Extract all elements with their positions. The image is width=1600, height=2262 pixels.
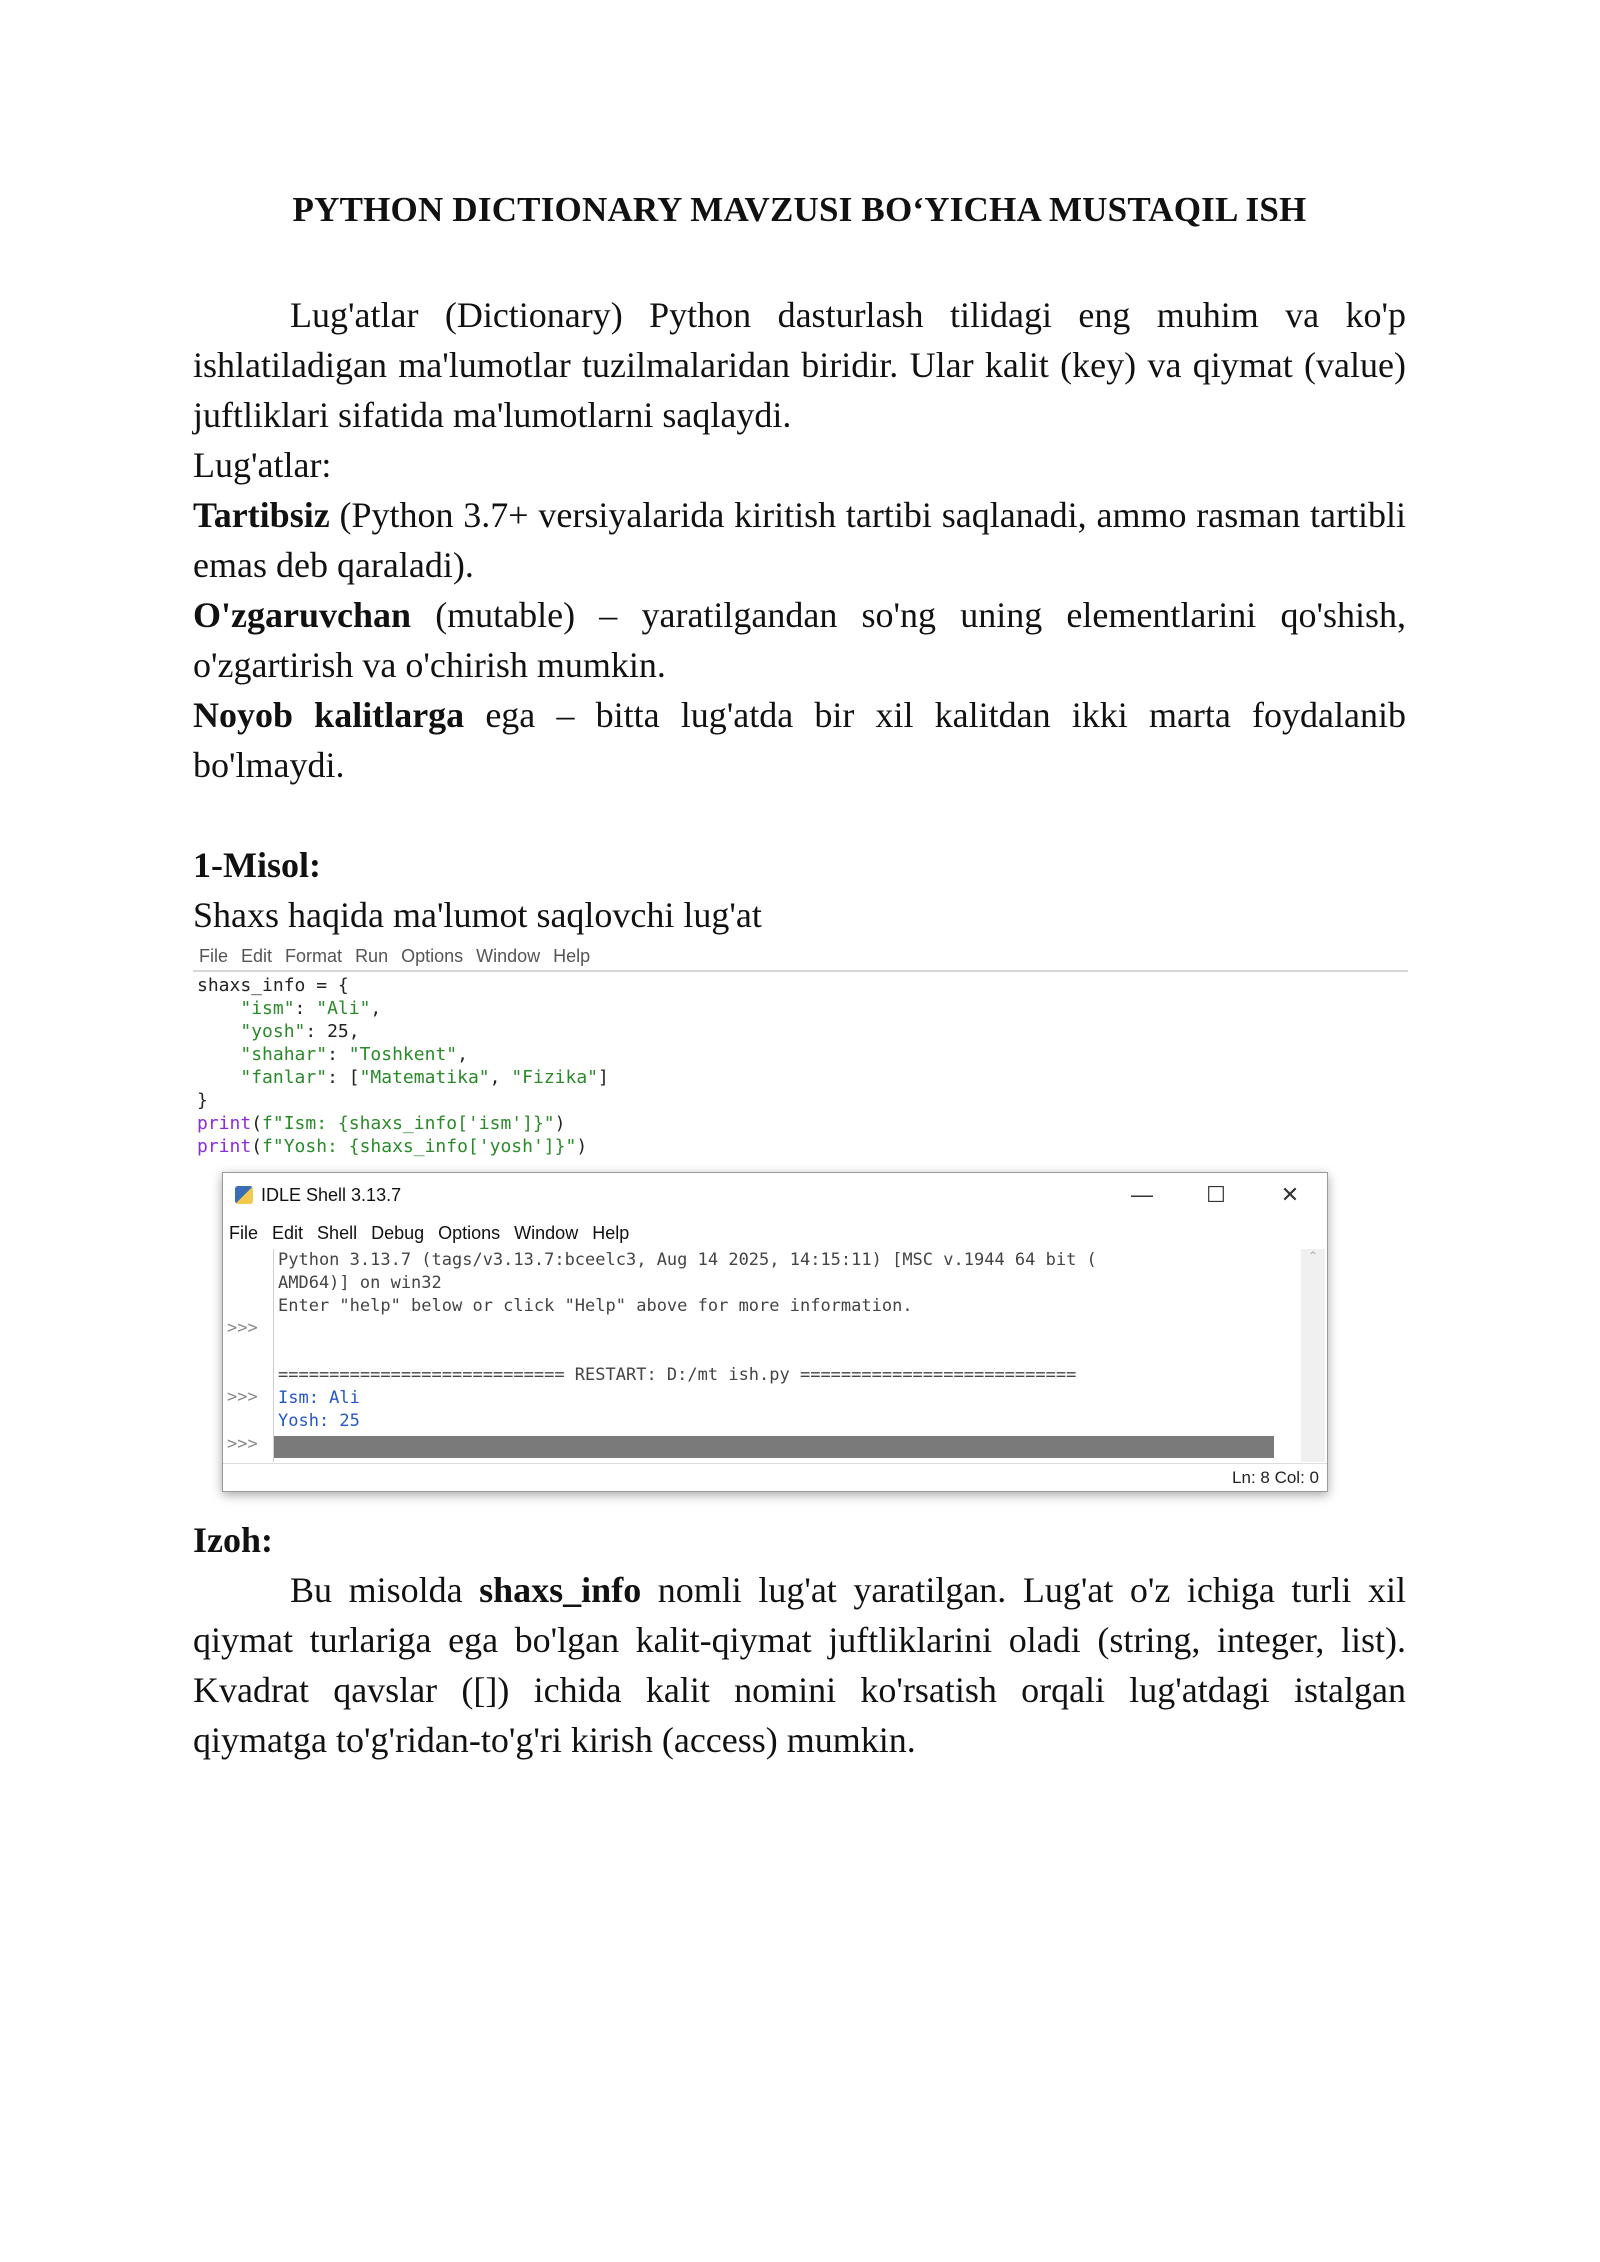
shell-window-title: IDLE Shell 3.13.7 bbox=[261, 1184, 402, 1205]
property-term: O'zgaruvchan bbox=[193, 595, 412, 635]
code-line: shaxs_info = { bbox=[197, 975, 349, 996]
code-key: "yosh" bbox=[240, 1021, 306, 1042]
editor-menu-format[interactable]: Format bbox=[285, 946, 343, 966]
maximize-icon[interactable]: ☐ bbox=[1206, 1182, 1226, 1207]
shell-menu-edit[interactable]: Edit bbox=[272, 1223, 304, 1243]
code-key: "ism" bbox=[240, 998, 295, 1019]
intro-paragraph: Lug'atlar (Dictionary) Python dasturlash tilidagi eng muhim va ko'p ishlatiladigan ma'lumotlar tuzilmalaridan biridir. Ular kalit (key) va qiymat (value) juftliklari sifatida ma'lumotlarni saqlaydi. bbox=[193, 295, 1406, 435]
property-text: (mutable) – yaratilgandan so'ng uning elementlarini qo'shish, o'zgartirish va o'chirish mumkin. bbox=[193, 595, 1406, 685]
shell-prompt: >>> bbox=[227, 1387, 258, 1407]
document-title: PYTHON DICTIONARY MAVZUSI BO‘YICHA MUSTAQIL ISH bbox=[292, 190, 1307, 229]
intro-section bbox=[193, 290, 1406, 940]
restart-line: ============================ RESTART: D:/mt ish.py =========================== bbox=[278, 1365, 1077, 1385]
property-noyob bbox=[193, 690, 1406, 790]
editor-menu-help[interactable]: Help bbox=[553, 946, 591, 966]
minimize-icon[interactable]: — bbox=[1131, 1182, 1153, 1207]
code-editor[interactable]: shaxs_info = { "ism": "Ali", "yosh": 25, "shahar": "Toshkent", "fanlar": ["Matematika", "Fizika"] } print(f"Ism: {shaxs_info['ism']}") print(f"Yosh: {shaxs_info['yosh']}") bbox=[197, 975, 609, 1157]
note-text: nomli lug'at yaratilgan. Lug'at o'z ichiga turli xil qiymat turlariga ega bo'lgan kalit-qiymat juftliklarini oladi (string, integer, list). Kvadrat qavslar ([]) ichida kalit nomini ko'rsatish orqali lug'atdagi istalgan qiymatga to'g'ridan-to'g'ri kirish (access) mumkin. bbox=[193, 1570, 1406, 1760]
note-variable: shaxs_info bbox=[479, 1570, 642, 1610]
shell-menu-file[interactable]: File bbox=[229, 1223, 259, 1243]
code-value: "Matematika" bbox=[359, 1067, 490, 1088]
code-value: "Fizika" bbox=[511, 1067, 599, 1088]
shell-prompt: >>> bbox=[227, 1434, 258, 1454]
shell-output[interactable] bbox=[273, 1249, 1275, 1462]
python-icon bbox=[235, 1186, 253, 1204]
example-caption: Shaxs haqida ma'lumot saqlovchi lug'at bbox=[193, 895, 762, 935]
editor-menu-window[interactable]: Window bbox=[476, 946, 541, 966]
close-icon[interactable]: ✕ bbox=[1280, 1182, 1300, 1207]
editor-menu-options[interactable]: Options bbox=[401, 946, 464, 966]
code-value: "Toshkent" bbox=[348, 1044, 458, 1065]
prompt-gutter bbox=[223, 1249, 269, 1462]
note-text: Bu misolda bbox=[290, 1570, 480, 1610]
property-term: Noyob kalitlarga bbox=[193, 695, 465, 735]
shell-statusbar: Ln: 8 Col: 0 bbox=[223, 1463, 1327, 1491]
shell-menu-help[interactable]: Help bbox=[592, 1223, 630, 1243]
editor-menubar bbox=[193, 942, 1408, 972]
banner-line: AMD64)] on win32 bbox=[278, 1273, 442, 1293]
vertical-scrollbar[interactable]: ⌃ bbox=[1301, 1249, 1325, 1462]
code-fstring: f"Yosh: {shaxs_info['yosh']}" bbox=[262, 1136, 577, 1157]
property-ozgaruvchan bbox=[193, 590, 1406, 690]
idle-shell-window bbox=[222, 1172, 1328, 1492]
note-heading: Izoh: bbox=[193, 1520, 273, 1560]
property-tartibsiz bbox=[193, 490, 1406, 590]
code-value: 25 bbox=[327, 1021, 349, 1042]
shell-prompt: >>> bbox=[227, 1318, 258, 1338]
program-output: Yosh: 25 bbox=[278, 1411, 360, 1431]
editor-screenshot bbox=[193, 942, 1408, 1162]
shell-titlebar[interactable] bbox=[223, 1173, 1327, 1217]
shell-menu-window[interactable]: Window bbox=[514, 1223, 579, 1243]
editor-menu-file[interactable]: File bbox=[199, 946, 229, 966]
code-fstring: f"Ism: {shaxs_info['ism']}" bbox=[262, 1113, 555, 1134]
code-line: } bbox=[197, 1090, 208, 1111]
code-builtin: print bbox=[197, 1113, 252, 1134]
input-line[interactable] bbox=[274, 1436, 1274, 1458]
editor-menu-run[interactable]: Run bbox=[355, 946, 389, 966]
shell-menu-debug[interactable]: Debug bbox=[371, 1223, 425, 1243]
banner-line: Python 3.13.7 (tags/v3.13.7:bceelc3, Aug 14 2025, 14:15:11) [MSC v.1944 64 bit ( bbox=[278, 1250, 1097, 1270]
code-key: "shahar" bbox=[240, 1044, 328, 1065]
property-text: ega – bitta lug'atda bir xil kalitdan ikki marta foydalanib bo'lmaydi. bbox=[193, 695, 1406, 785]
example-heading: 1-Misol: bbox=[193, 845, 321, 885]
shell-menu-shell[interactable]: Shell bbox=[317, 1223, 358, 1243]
shell-menubar bbox=[223, 1217, 1327, 1249]
program-output: Ism: Ali bbox=[278, 1388, 360, 1408]
code-value: "Ali" bbox=[316, 998, 371, 1019]
banner-line: Enter "help" below or click "Help" above for more information. bbox=[278, 1296, 913, 1316]
spacer bbox=[193, 790, 1406, 840]
note-section bbox=[193, 1515, 1406, 1765]
code-key: "fanlar" bbox=[240, 1067, 328, 1088]
list-heading: Lug'atlar: bbox=[193, 445, 332, 485]
window-controls bbox=[1105, 1173, 1327, 1217]
editor-menu-edit[interactable]: Edit bbox=[241, 946, 273, 966]
shell-menu-options[interactable]: Options bbox=[438, 1223, 501, 1243]
property-term: Tartibsiz bbox=[193, 495, 330, 535]
code-builtin: print bbox=[197, 1136, 252, 1157]
property-text: (Python 3.7+ versiyalarida kiritish tartibi saqlanadi, ammo rasman tartibli emas deb qaraladi). bbox=[193, 495, 1406, 585]
shell-area bbox=[223, 1249, 1327, 1462]
note-paragraph bbox=[193, 1565, 1406, 1765]
